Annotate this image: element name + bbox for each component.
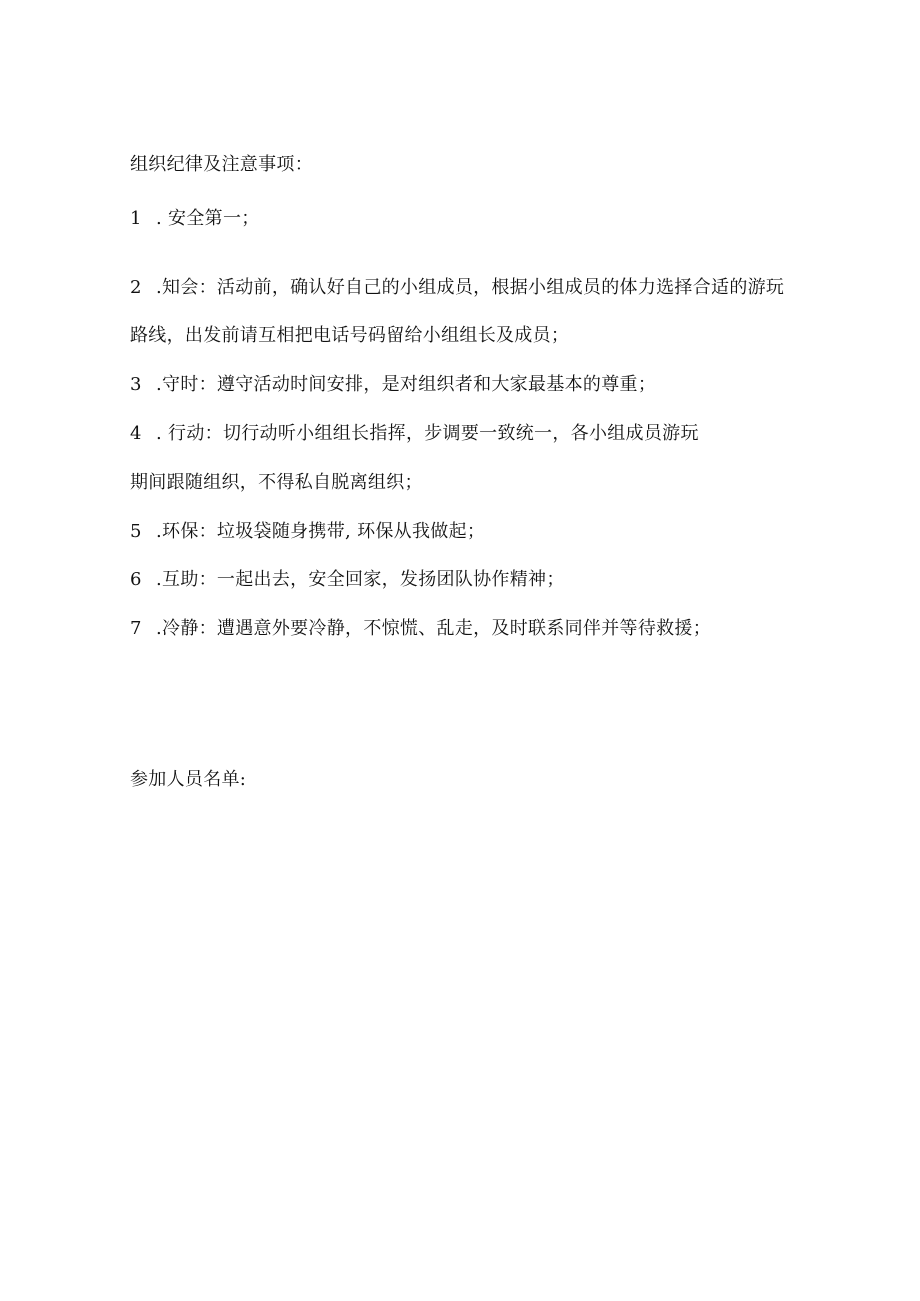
list-item-text: . 安全第一； [156, 208, 260, 229]
list-item-6 [130, 568, 565, 592]
list-item-3 [130, 373, 656, 397]
list-item-text: .互助：一起出去，安全回家，发扬团队协作精神； [156, 569, 565, 590]
list-item-number: 4 [130, 423, 142, 444]
list-item-number: 6 [130, 569, 142, 590]
list-item-number: 3 [130, 374, 142, 395]
list-item-2-continuation: 路线，出发前请互相把电话号码留给小组组长及成员； [130, 325, 570, 346]
list-item-2 [130, 276, 784, 300]
list-item-text: .环保：垃圾袋随身携带, 环保从我做起； [156, 521, 486, 542]
list-item-5 [130, 520, 485, 544]
list-item-4-continuation: 期间跟随组织，不得私自脱离组织； [130, 472, 423, 493]
list-item-7 [130, 617, 711, 641]
list-item-number: 2 [130, 277, 142, 298]
list-item-text: . 行动：切行动听小组组长指挥，步调要一致统一，各小组成员游玩 [156, 423, 699, 444]
list-item-text: .知会：活动前，确认好自己的小组成员，根据小组成员的体力选择合适的游玩 [156, 277, 785, 298]
list-item-number: 7 [130, 618, 142, 639]
list-item-4 [130, 422, 699, 446]
list-item-number: 1 [130, 208, 142, 229]
list-item-number: 5 [130, 521, 142, 542]
section-heading: 组织纪律及注意事项： [130, 154, 313, 175]
roster-label: 参加人员名单: [130, 769, 247, 790]
list-item-text: .守时：遵守活动时间安排，是对组织者和大家最基本的尊重； [156, 374, 657, 395]
list-item-text: .冷静：遭遇意外要冷静，不惊慌、乱走，及时联系同伴并等待救援； [156, 618, 712, 639]
list-item-1 [130, 207, 260, 231]
